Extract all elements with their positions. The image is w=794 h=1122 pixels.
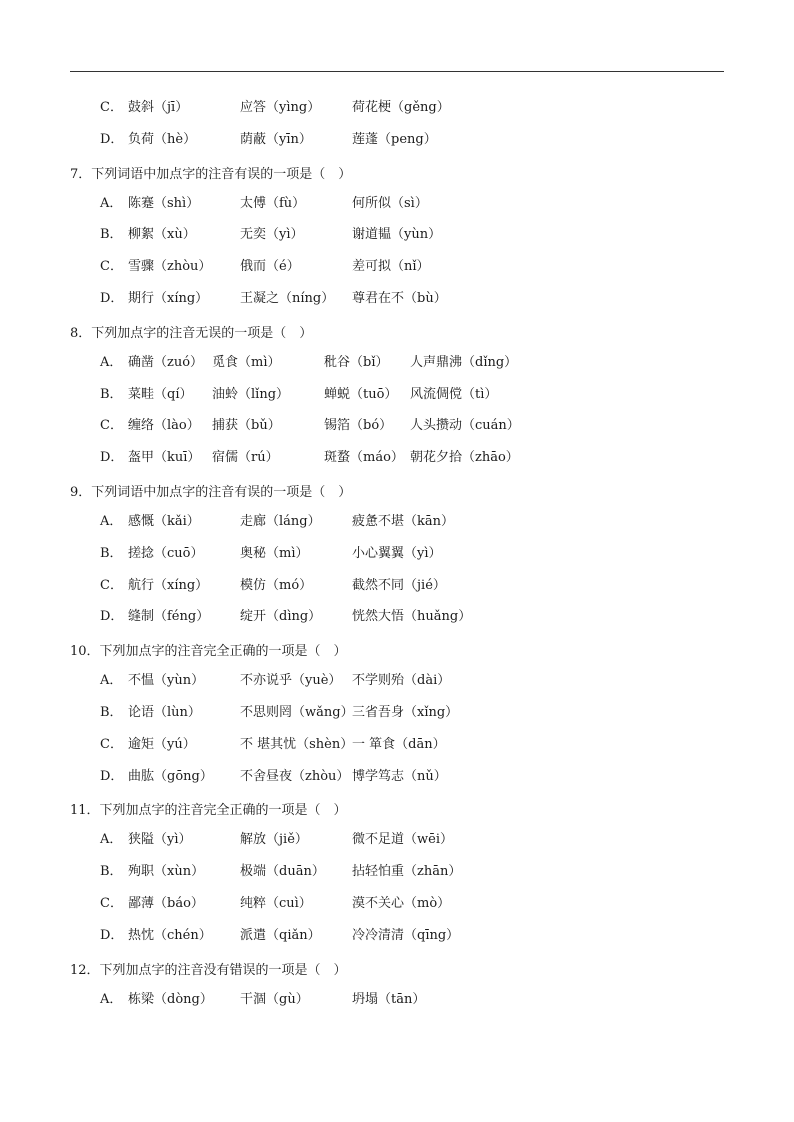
option-row xyxy=(70,665,724,697)
option-letter: B． xyxy=(100,864,123,880)
option-item: 差可拟（nǐ） xyxy=(352,259,430,275)
option-letter: C． xyxy=(100,895,123,911)
option-item: 莲蓬（peng） xyxy=(352,131,437,147)
option-item: 太傅（fù） xyxy=(240,195,306,211)
option-item: 派遣（qiǎn） xyxy=(240,927,321,943)
option-item: 感慨（kǎi） xyxy=(128,513,200,529)
option-item: 解放（jiě） xyxy=(240,832,308,848)
option-item: 觅食（mì） xyxy=(212,354,281,370)
question-block xyxy=(70,639,724,792)
option-item: 不学则殆（dài） xyxy=(352,673,451,689)
option-row xyxy=(70,506,724,538)
option-item: 恍然大悟（huǎng） xyxy=(352,609,472,625)
option-letter: D． xyxy=(100,927,124,943)
option-letter: A． xyxy=(100,195,123,211)
option-item: 航行（xíng） xyxy=(128,577,209,593)
option-item: 确凿（zuó） xyxy=(128,354,204,370)
option-item: 不 堪其忧（shèn） xyxy=(240,736,354,752)
option-item: 纯粹（cuì） xyxy=(240,895,312,911)
option-item: 盔甲（kuī） xyxy=(128,450,201,466)
option-letter: A． xyxy=(100,673,123,689)
option-item: 不舍昼夜（zhòu） xyxy=(240,768,350,784)
option-item: 不思则罔（wǎng） xyxy=(240,704,354,720)
option-row xyxy=(70,188,724,220)
option-letter: C． xyxy=(100,736,123,752)
option-row xyxy=(70,824,724,856)
question-title: 12．下列加点字的注音没有错误的一项是（ ） xyxy=(70,962,347,978)
option-item: 搓捻（cuō） xyxy=(128,545,204,561)
option-row xyxy=(70,888,724,920)
option-item: 人头攒动（cuán） xyxy=(410,418,520,434)
option-item: 博学笃志（nǔ） xyxy=(352,768,447,784)
option-row xyxy=(70,410,724,442)
option-item: 朝花夕拾（zhāo） xyxy=(410,450,519,466)
option-row xyxy=(70,856,724,888)
option-letter: D． xyxy=(100,290,124,306)
option-item: 人声鼎沸（dǐng） xyxy=(410,354,518,370)
header-rule xyxy=(70,71,724,72)
question-title: 7．下列词语中加点字的注音有误的一项是（ ） xyxy=(70,166,352,182)
option-letter: D． xyxy=(100,131,124,147)
question-block xyxy=(70,958,724,1016)
option-row xyxy=(70,379,724,411)
option-item: 王凝之（níng） xyxy=(240,290,335,306)
option-item: 拈轻怕重（zhān） xyxy=(352,864,462,880)
option-item: 俄而（é） xyxy=(240,259,300,275)
option-letter: A． xyxy=(100,832,123,848)
option-letter: A． xyxy=(100,991,123,1007)
option-letter: C． xyxy=(100,259,123,275)
option-item: 栋梁（dòng） xyxy=(128,991,213,1007)
question-title: 9．下列词语中加点字的注音有误的一项是（ ） xyxy=(70,484,352,500)
option-letter: C． xyxy=(100,100,123,115)
option-item: 陈蹇（shì） xyxy=(128,195,200,211)
option-item: 奥秘（mì） xyxy=(240,545,309,561)
option-row xyxy=(70,729,724,761)
option-item: 无奕（yì） xyxy=(240,227,304,243)
option-item: 捕获（bǔ） xyxy=(212,418,281,434)
option-letter: A． xyxy=(100,354,123,370)
option-item: 一 箪食（dān） xyxy=(352,736,446,752)
option-item: 走廊（láng） xyxy=(240,513,321,529)
option-letter: B． xyxy=(100,545,123,561)
question-block xyxy=(70,92,724,156)
option-item: 缝制（féng） xyxy=(128,609,210,625)
option-item: 小心翼翼（yì） xyxy=(352,545,442,561)
question-title: 11．下列加点字的注音完全正确的一项是（ ） xyxy=(70,803,347,819)
option-item: 干涸（gù） xyxy=(240,991,309,1007)
option-item: 风流倜傥（tì） xyxy=(410,386,498,402)
option-row xyxy=(70,283,724,315)
question-title: 10．下列加点字的注音完全正确的一项是（ ） xyxy=(70,644,347,660)
option-item: 逾矩（yú） xyxy=(128,736,196,752)
option-item: 微不足道（wēi） xyxy=(352,832,453,848)
question-title: 8．下列加点字的注音无误的一项是（ ） xyxy=(70,325,313,341)
option-item: 曲肱（gōng） xyxy=(128,768,213,784)
option-item: 宿儒（rú） xyxy=(212,450,279,466)
option-item: 柳絮（xù） xyxy=(128,227,196,243)
question-list xyxy=(70,92,724,1015)
option-letter: B． xyxy=(100,227,123,243)
option-item: 三省吾身（xǐng） xyxy=(352,704,459,720)
option-item: 负荷（hè） xyxy=(128,131,197,147)
option-item: 漠不关心（mò） xyxy=(352,895,451,911)
option-item: 截然不同（jié） xyxy=(352,577,446,593)
option-item: 模仿（mó） xyxy=(240,577,313,593)
question-block xyxy=(70,798,724,951)
option-item: 期行（xíng） xyxy=(128,290,209,306)
option-item: 锡箔（bó） xyxy=(324,418,393,434)
question-block xyxy=(70,321,724,474)
option-row xyxy=(70,251,724,283)
option-row xyxy=(70,92,724,124)
option-letter: D． xyxy=(100,768,124,784)
option-item: 雪骤（zhòu） xyxy=(128,259,212,275)
option-row xyxy=(70,124,724,156)
option-item: 不亦说乎（yuè） xyxy=(240,673,342,689)
option-letter: A． xyxy=(100,513,123,529)
option-letter: D． xyxy=(100,609,124,625)
option-item: 绽开（dìng） xyxy=(240,609,322,625)
option-item: 尊君在不（bù） xyxy=(352,290,447,306)
option-row xyxy=(70,219,724,251)
option-item: 缠络（lào） xyxy=(128,418,200,434)
option-item: 何所似（sì） xyxy=(352,195,428,211)
option-row xyxy=(70,442,724,474)
option-row xyxy=(70,601,724,633)
option-letter: D． xyxy=(100,450,124,466)
question-block xyxy=(70,162,724,315)
option-item: 鄙薄（báo） xyxy=(128,895,204,911)
option-item: 鼓斜（jī） xyxy=(128,100,189,115)
option-item: 冷冷清清（qīng） xyxy=(352,927,460,943)
option-item: 疲惫不堪（kān） xyxy=(352,513,455,529)
option-letter: B． xyxy=(100,704,123,720)
option-item: 极端（duān） xyxy=(240,864,325,880)
option-item: 荷花梗（gěng） xyxy=(352,100,450,115)
option-letter: C． xyxy=(100,577,123,593)
option-row xyxy=(70,538,724,570)
question-block xyxy=(70,480,724,633)
option-row xyxy=(70,697,724,729)
option-row xyxy=(70,761,724,793)
option-row xyxy=(70,347,724,379)
option-item: 坍塌（tān） xyxy=(352,991,426,1007)
option-item: 殉职（xùn） xyxy=(128,864,205,880)
option-item: 应答（yìng） xyxy=(240,100,321,115)
option-item: 荫蔽（yīn） xyxy=(240,131,312,147)
option-item: 菜畦（qí） xyxy=(128,386,193,402)
option-row xyxy=(70,570,724,602)
option-item: 不愠（yùn） xyxy=(128,673,205,689)
option-row xyxy=(70,920,724,952)
option-item: 狭隘（yì） xyxy=(128,832,192,848)
option-item: 秕谷（bǐ） xyxy=(324,354,389,370)
option-item: 谢道韫（yùn） xyxy=(352,227,442,243)
option-item: 斑蝥（máo） xyxy=(324,450,404,466)
option-letter: C． xyxy=(100,418,123,434)
option-item: 热忱（chén） xyxy=(128,927,212,943)
option-item: 油蛉（lǐng） xyxy=(212,386,290,402)
option-letter: B． xyxy=(100,386,123,402)
option-item: 论语（lùn） xyxy=(128,704,201,720)
option-row xyxy=(70,984,724,1016)
option-item: 蝉蜕（tuō） xyxy=(324,386,398,402)
